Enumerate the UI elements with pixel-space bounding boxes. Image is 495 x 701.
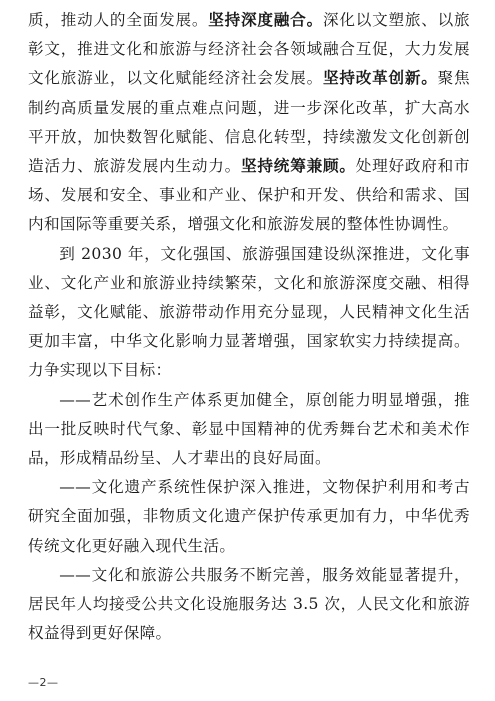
text-run: ——艺术创作生产体系更加健全，原创能力明显增强，推出一批反映时代气象、彰显中国精神的优秀舞台艺术和美术作品，形成精品纷呈、人才辈出的良好局面。	[28, 390, 470, 468]
text-run: ——文化遗产系统性保护深入推进，文物保护利用和考古研究全面加强，非物质文化遗产保护传承更加有力，中华优秀传统文化更好融入现代生活。	[28, 478, 470, 555]
bold-heading-phrase: 坚持深度融合。	[208, 11, 323, 29]
page-number: —2—	[28, 676, 59, 689]
paragraph	[28, 6, 470, 240]
text-run: 到 2030 年，文化强国、旅游强国建设纵深推进，文化事业、文化产业和旅游业持续繁荣，文化和旅游深度交融、相得益彰，文化赋能、旅游带动作用充分显现，人民精神文化生活更加丰富，中华文化影响力显著增强，国家软实力持续提高。力争实现以下目标：	[28, 244, 470, 380]
bold-heading-phrase: 坚持改革创新。	[322, 69, 438, 88]
paragraph	[28, 473, 470, 561]
paragraph	[28, 240, 470, 386]
body-text	[28, 6, 470, 648]
bold-heading-phrase: 坚持统筹兼顾。	[241, 157, 356, 176]
text-run: 深化以文塑旅、以旅彰文，推进文化和旅游与经济社会各领域融合互促，大力发展文化旅游业，以文化赋能经济社会发展。	[28, 11, 470, 88]
paragraph	[28, 561, 470, 649]
text-run: 聚焦制约高质量发展的重点难点问题，进一步深化改革，扩大高水平开放，加快数智化赋能、信息化转型，持续激发文化创新创造活力、旅游发展内生动力。	[28, 69, 470, 176]
text-run: 处理好政府和市场、发展和安全、事业和产业、保护和开发、供给和需求、国内和国际等重要关系，增强文化和旅游发展的整体性协调性。	[28, 157, 470, 234]
paragraph	[28, 386, 470, 474]
text-run: ——文化和旅游公共服务不断完善，服务效能显著提升，居民年人均接受公共文化设施服务达 3.5 次，人民文化和旅游权益得到更好保障。	[28, 565, 470, 643]
text-run: 质，推动人的全面发展。	[28, 11, 209, 29]
